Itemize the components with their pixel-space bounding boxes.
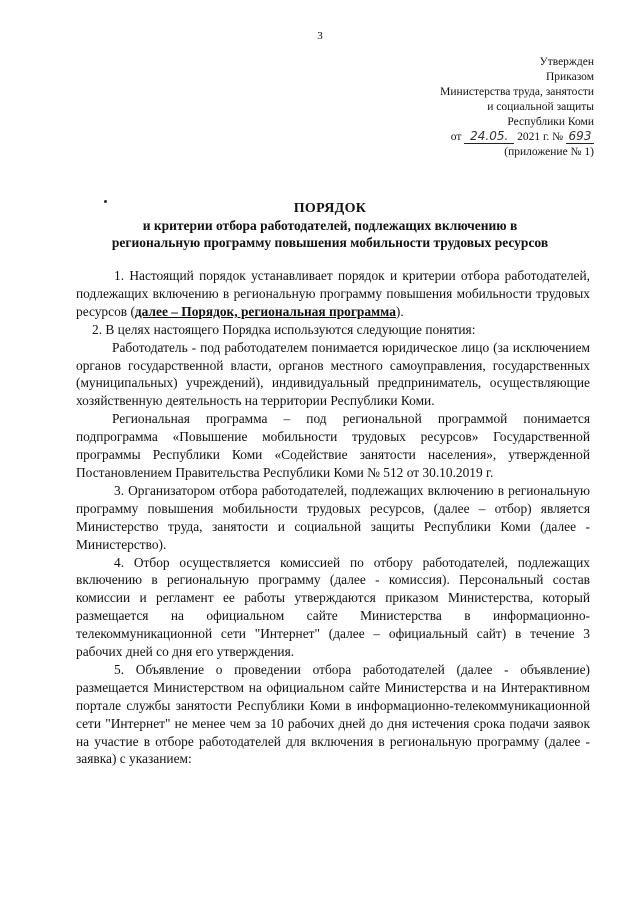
- paragraph-3: 3. Организатором отбора работодателей, подлежащих включению в региональную программу повышения мобильности трудовых ресурсов, (далее – отбор) является Министерство труда, занятости и социальной защиты Республики Коми (далее - Министерство).: [76, 482, 590, 552]
- paragraph-program-definition: Региональная программа – под региональной программой понимается подпрограмма «Повышение мобильности трудовых ресурсов» Государственной программы Республики Коми «Содействие занятости населения», утвержденной Постановлением Правительства Республики Коми № 512 от 30.10.2019 г.: [76, 411, 590, 480]
- date-prefix: от: [450, 131, 462, 143]
- approval-line-approved: Утвержден: [539, 56, 594, 68]
- handwritten-date: 24.05.: [464, 130, 514, 144]
- paragraph-1-text: 1. Настоящий порядок устанавливает порядок и критерии отбора работодателей, подлежащих включению в региональную программу повышения мобильности трудовых ресурсов (: [76, 268, 590, 319]
- approval-line-order: Приказом: [545, 71, 594, 83]
- paragraph-1-end: ).: [395, 303, 404, 319]
- page-number: 3: [317, 30, 323, 42]
- approval-line-ministry: Министерства труда, занятости: [440, 86, 594, 98]
- document-title: [60, 200, 600, 251]
- paragraph-2: 2. В целях настоящего Порядка используются следующие понятия:: [92, 321, 476, 337]
- approval-line-social: и социальной защиты: [487, 101, 594, 113]
- appendix-label: (приложение № 1): [504, 146, 594, 158]
- approval-line-republic: Республики Коми: [507, 116, 594, 128]
- paragraph-4: 4. Отбор осуществляется комиссией по отбору работодателей, подлежащих включению в региональную программу (далее - комиссия). Персональный состав комиссии и регламент ее работы утверждаются приказом Министерства, который размещается на официальном сайте Министерства в информационно-телекоммуникационной сети "Интернет" (далее – официальный сайт) в течение 3 рабочих дней со дня его утверждения.: [76, 554, 590, 660]
- paragraph-employer-definition: Работодатель - под работодателем понимается юридическое лицо (за исключением органов государственной власти, органов местного самоуправления, государственных (муниципальных) учреждений), индивидуальный предприниматель, осуществляющие хозяйственную деятельность на территории Республики Коми.: [76, 339, 590, 409]
- title-line-2: и критерии отбора работодателей, подлежащих включению в: [142, 218, 518, 233]
- title-line-3: региональную программу повышения мобильности трудовых ресурсов: [111, 235, 549, 250]
- handwritten-order-number: 693: [566, 130, 594, 144]
- paragraph-5: 5. Объявление о проведении отбора работодателей (далее - объявление) размещается Министерством на официальном сайте Министерства и на Интерактивном портале службы занятости Республики Коми в информационно-телекоммуникационной сети "Интернет" не менее чем за 10 рабочих дней до дня истечения срока подачи заявок на участие в отборе работодателей для включения в региональную программу (далее - заявка) с указанием:: [76, 661, 590, 767]
- date-suffix: 2021 г. №: [517, 131, 564, 143]
- approval-date-line: [440, 130, 594, 145]
- approval-stamp-block: [440, 55, 594, 160]
- document-body: [76, 267, 590, 768]
- paragraph-1: [76, 267, 590, 321]
- title-line-1: ПОРЯДОК: [293, 201, 367, 216]
- paragraph-1-emphasis: далее – Порядок, региональная программа: [134, 303, 396, 319]
